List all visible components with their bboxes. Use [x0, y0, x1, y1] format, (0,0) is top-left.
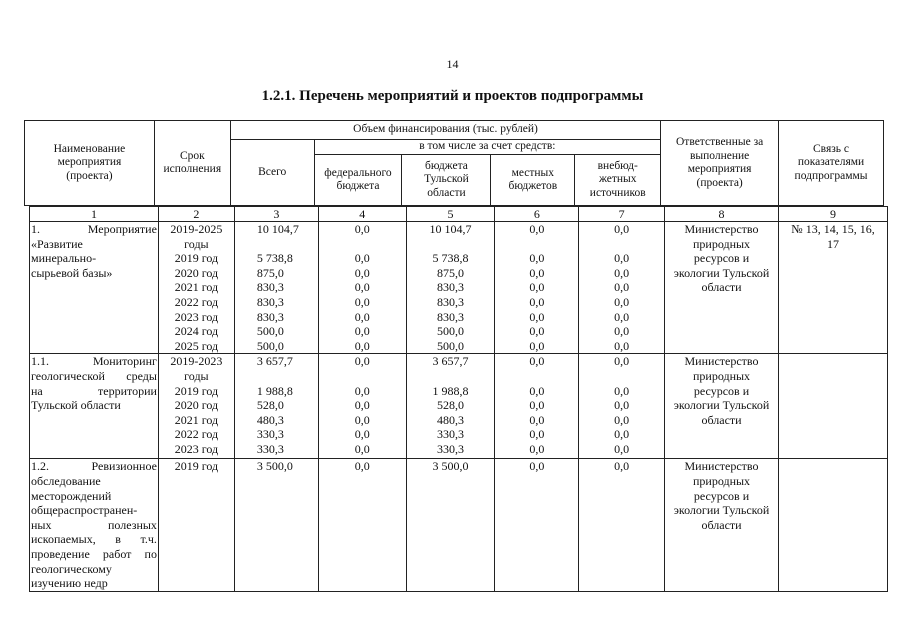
- responsible-line: Министерство: [684, 222, 759, 236]
- regional-value: 3 500,0: [432, 459, 469, 474]
- federal-value: 0,0: [354, 412, 370, 427]
- extra-value: 0,0: [614, 222, 630, 236]
- activity-name-line: Тульской области: [31, 398, 121, 413]
- activity-name-line: ископаемых, в т.ч.: [31, 532, 157, 547]
- total-value: 480,3: [256, 412, 284, 427]
- activity-name-line: проведение работ по: [31, 546, 157, 561]
- extra-value: 0,0: [614, 251, 630, 266]
- activity-name-line: изучению недр: [31, 576, 108, 591]
- link-line: № 13, 14, 15, 16,: [791, 222, 875, 236]
- regional-cell: [406, 222, 495, 354]
- link-cell: [778, 354, 887, 459]
- federal-cell: [318, 354, 406, 459]
- period: 2019 год: [174, 383, 219, 398]
- activity-name-line: геологическому: [31, 561, 112, 576]
- responsible-line: экологии Тульской: [673, 265, 770, 280]
- responsible-cell: [665, 354, 779, 459]
- regional-value: 875,0: [437, 265, 465, 280]
- responsible-line: области: [701, 280, 742, 295]
- activity-name: [30, 222, 159, 354]
- activity-name: [30, 459, 159, 592]
- federal-value: 0,0: [354, 441, 370, 456]
- column-number: 3: [234, 207, 318, 222]
- responsible-line: ресурсов и: [693, 251, 750, 266]
- local-value: 0,0: [529, 309, 545, 324]
- period-cell: [158, 354, 234, 459]
- table-row: [30, 459, 888, 592]
- total-value: 1 988,8: [256, 383, 293, 398]
- total-value: 5 738,8: [256, 251, 293, 266]
- extra-value: 0,0: [614, 459, 630, 474]
- extra-cell: [579, 354, 665, 459]
- header-federal: федерального бюджета: [314, 155, 402, 206]
- column-number-row: [30, 207, 888, 222]
- column-number: 8: [665, 207, 779, 222]
- federal-value: 0,0: [354, 324, 370, 339]
- local-value: 0,0: [529, 398, 545, 413]
- federal-value: 0,0: [354, 427, 370, 442]
- section-title: 1.2.1. Перечень мероприятий и проектов подпрограммы: [261, 88, 644, 104]
- extra-value: 0,0: [614, 309, 630, 324]
- federal-value: 0,0: [354, 459, 370, 474]
- local-cell: [495, 459, 579, 592]
- total-value: [235, 369, 318, 384]
- period: 2023 год: [174, 441, 219, 456]
- column-number: 4: [318, 207, 406, 222]
- period: годы: [184, 368, 209, 383]
- regional-value: 480,3: [437, 412, 465, 427]
- page-number: 14: [446, 57, 459, 71]
- federal-cell: [318, 459, 406, 592]
- activity-name: [30, 354, 159, 459]
- column-number: 7: [579, 207, 665, 222]
- total-value: 330,3: [256, 427, 284, 442]
- extra-cell: [579, 459, 665, 592]
- link-cell: [778, 459, 887, 592]
- federal-value: [319, 237, 406, 252]
- period: 2019 год: [174, 251, 219, 266]
- responsible-line: Министерство: [684, 354, 759, 369]
- total-cell: [234, 459, 318, 592]
- federal-value: 0,0: [354, 265, 370, 280]
- total-value: 500,0: [256, 338, 284, 353]
- local-value: 0,0: [529, 280, 545, 295]
- total-value: 500,0: [256, 324, 284, 339]
- total-value: 3 657,7: [256, 354, 293, 369]
- header-total: Всего: [230, 140, 314, 206]
- period: 2022 год: [174, 427, 219, 442]
- local-value: 0,0: [529, 459, 545, 474]
- extra-value: 0,0: [614, 280, 630, 295]
- federal-value: 0,0: [354, 280, 370, 295]
- header-responsible: Ответственные за выполнение мероприятия (проекта): [661, 121, 779, 206]
- extra-value: 0,0: [614, 398, 630, 413]
- column-number: 2: [158, 207, 234, 222]
- activity-name-line: обследование: [31, 473, 101, 488]
- total-value: 10 104,7: [256, 222, 299, 236]
- regional-cell: [406, 459, 495, 592]
- responsible-line: области: [701, 412, 742, 427]
- period: 2019-2025: [170, 222, 223, 236]
- activity-name-line: 1.2. Ревизионное: [31, 459, 157, 474]
- table-row: [30, 222, 888, 354]
- regional-value: 330,3: [437, 427, 465, 442]
- activity-name-line: минерально-: [31, 251, 97, 266]
- extra-value: 0,0: [614, 427, 630, 442]
- extra-cell: [579, 222, 665, 354]
- federal-value: [319, 369, 406, 384]
- column-number: 1: [30, 207, 159, 222]
- total-value: 528,0: [256, 398, 284, 413]
- responsible-cell: [665, 459, 779, 592]
- local-value: 0,0: [529, 251, 545, 266]
- responsible-line: области: [701, 517, 742, 532]
- period: 2019 год: [174, 459, 219, 474]
- responsible-cell: [665, 222, 779, 354]
- period: 2023 год: [174, 309, 219, 324]
- regional-value: 830,3: [437, 294, 465, 309]
- regional-value: 830,3: [437, 309, 465, 324]
- responsible-line: Министерство: [684, 459, 759, 474]
- responsible-line: экологии Тульской: [673, 398, 770, 413]
- header-including: в том числе за счет средств:: [314, 140, 661, 155]
- regional-value: 500,0: [437, 324, 465, 339]
- extra-value: [579, 369, 664, 384]
- local-cell: [495, 354, 579, 459]
- activity-name-line: сырьевой базы»: [31, 265, 113, 280]
- regional-value: 500,0: [437, 338, 465, 353]
- total-cell: [234, 354, 318, 459]
- total-cell: [234, 222, 318, 354]
- period: 2022 год: [174, 294, 219, 309]
- period: 2021 год: [174, 280, 219, 295]
- extra-value: 0,0: [614, 383, 630, 398]
- local-cell: [495, 222, 579, 354]
- regional-value: 528,0: [437, 398, 465, 413]
- regional-value: 1 988,8: [432, 383, 469, 398]
- extra-value: [579, 237, 664, 252]
- column-number: 5: [406, 207, 495, 222]
- regional-value: 10 104,7: [429, 222, 472, 236]
- federal-value: 0,0: [354, 251, 370, 266]
- regional-cell: [406, 354, 495, 459]
- header-link: Связь с показателями подпрограммы: [779, 121, 884, 206]
- period-cell: [158, 459, 234, 592]
- activity-name-line: ных полезных: [31, 517, 157, 532]
- local-value: 0,0: [529, 412, 545, 427]
- data-table: [29, 206, 888, 592]
- table-row: [30, 354, 888, 459]
- total-value: 830,3: [256, 294, 284, 309]
- extra-value: 0,0: [614, 441, 630, 456]
- regional-value: 3 657,7: [432, 354, 469, 369]
- total-value: 875,0: [256, 265, 284, 280]
- responsible-line: ресурсов и: [693, 488, 750, 503]
- federal-value: 0,0: [354, 383, 370, 398]
- regional-value: 5 738,8: [432, 251, 469, 266]
- period-cell: [158, 222, 234, 354]
- period: 2021 год: [174, 412, 219, 427]
- total-value: 830,3: [256, 309, 284, 324]
- extra-value: 0,0: [614, 338, 630, 353]
- local-value: 0,0: [529, 265, 545, 280]
- header-funding: Объем финансирования (тыс. рублей): [230, 121, 660, 140]
- header-term: Срок исполнения: [154, 121, 230, 206]
- activity-name-line: на территории: [31, 383, 157, 398]
- header-extra: внебюд-жетных источников: [575, 155, 661, 206]
- activity-name-line: 1. Мероприятие: [31, 222, 157, 236]
- activity-name-line: геологической среды: [31, 368, 157, 383]
- local-value: 0,0: [529, 354, 545, 369]
- total-value: 3 500,0: [256, 459, 293, 474]
- federal-value: 0,0: [354, 309, 370, 324]
- link-line: 17: [826, 236, 839, 251]
- extra-value: 0,0: [614, 354, 630, 369]
- period: 2024 год: [174, 324, 219, 339]
- link-cell: [778, 222, 887, 354]
- column-number: 9: [778, 207, 887, 222]
- regional-value: [407, 237, 495, 252]
- table-header: [24, 120, 884, 206]
- column-number: 6: [495, 207, 579, 222]
- federal-cell: [318, 222, 406, 354]
- local-value: 0,0: [529, 427, 545, 442]
- extra-value: 0,0: [614, 412, 630, 427]
- header-name: Наименование мероприятия (проекта): [25, 121, 155, 206]
- local-value: [495, 369, 578, 384]
- period: 2019-2023: [170, 354, 223, 369]
- period: 2020 год: [174, 398, 219, 413]
- local-value: 0,0: [529, 383, 545, 398]
- activity-name-line: «Развитие: [31, 236, 83, 251]
- regional-value: 830,3: [437, 280, 465, 295]
- total-value: 330,3: [256, 441, 284, 456]
- responsible-line: природных: [692, 368, 751, 383]
- responsible-line: природных: [692, 473, 751, 488]
- local-value: 0,0: [529, 222, 545, 236]
- period: 2020 год: [174, 265, 219, 280]
- total-value: 830,3: [256, 280, 284, 295]
- responsible-line: природных: [692, 236, 751, 251]
- federal-value: 0,0: [354, 354, 370, 369]
- period: годы: [184, 236, 209, 251]
- federal-value: 0,0: [354, 294, 370, 309]
- local-value: 0,0: [529, 294, 545, 309]
- activity-name-line: 1.1. Мониторинг: [31, 354, 157, 369]
- extra-value: 0,0: [614, 265, 630, 280]
- regional-value: 330,3: [437, 441, 465, 456]
- local-value: 0,0: [529, 338, 545, 353]
- federal-value: 0,0: [354, 398, 370, 413]
- total-value: [235, 237, 318, 252]
- responsible-line: экологии Тульской: [673, 503, 770, 518]
- local-value: 0,0: [529, 324, 545, 339]
- activity-name-line: месторождений: [31, 488, 112, 503]
- local-value: [495, 237, 578, 252]
- local-value: 0,0: [529, 441, 545, 456]
- extra-value: 0,0: [614, 294, 630, 309]
- federal-value: 0,0: [354, 222, 370, 236]
- extra-value: 0,0: [614, 324, 630, 339]
- regional-value: [407, 369, 495, 384]
- period: 2025 год: [174, 338, 219, 353]
- header-regional: бюджета Тульской области: [402, 155, 491, 206]
- header-local: местных бюджетов: [491, 155, 575, 206]
- responsible-line: ресурсов и: [693, 383, 750, 398]
- federal-value: 0,0: [354, 338, 370, 353]
- activity-name-line: общераспространен-: [31, 503, 138, 518]
